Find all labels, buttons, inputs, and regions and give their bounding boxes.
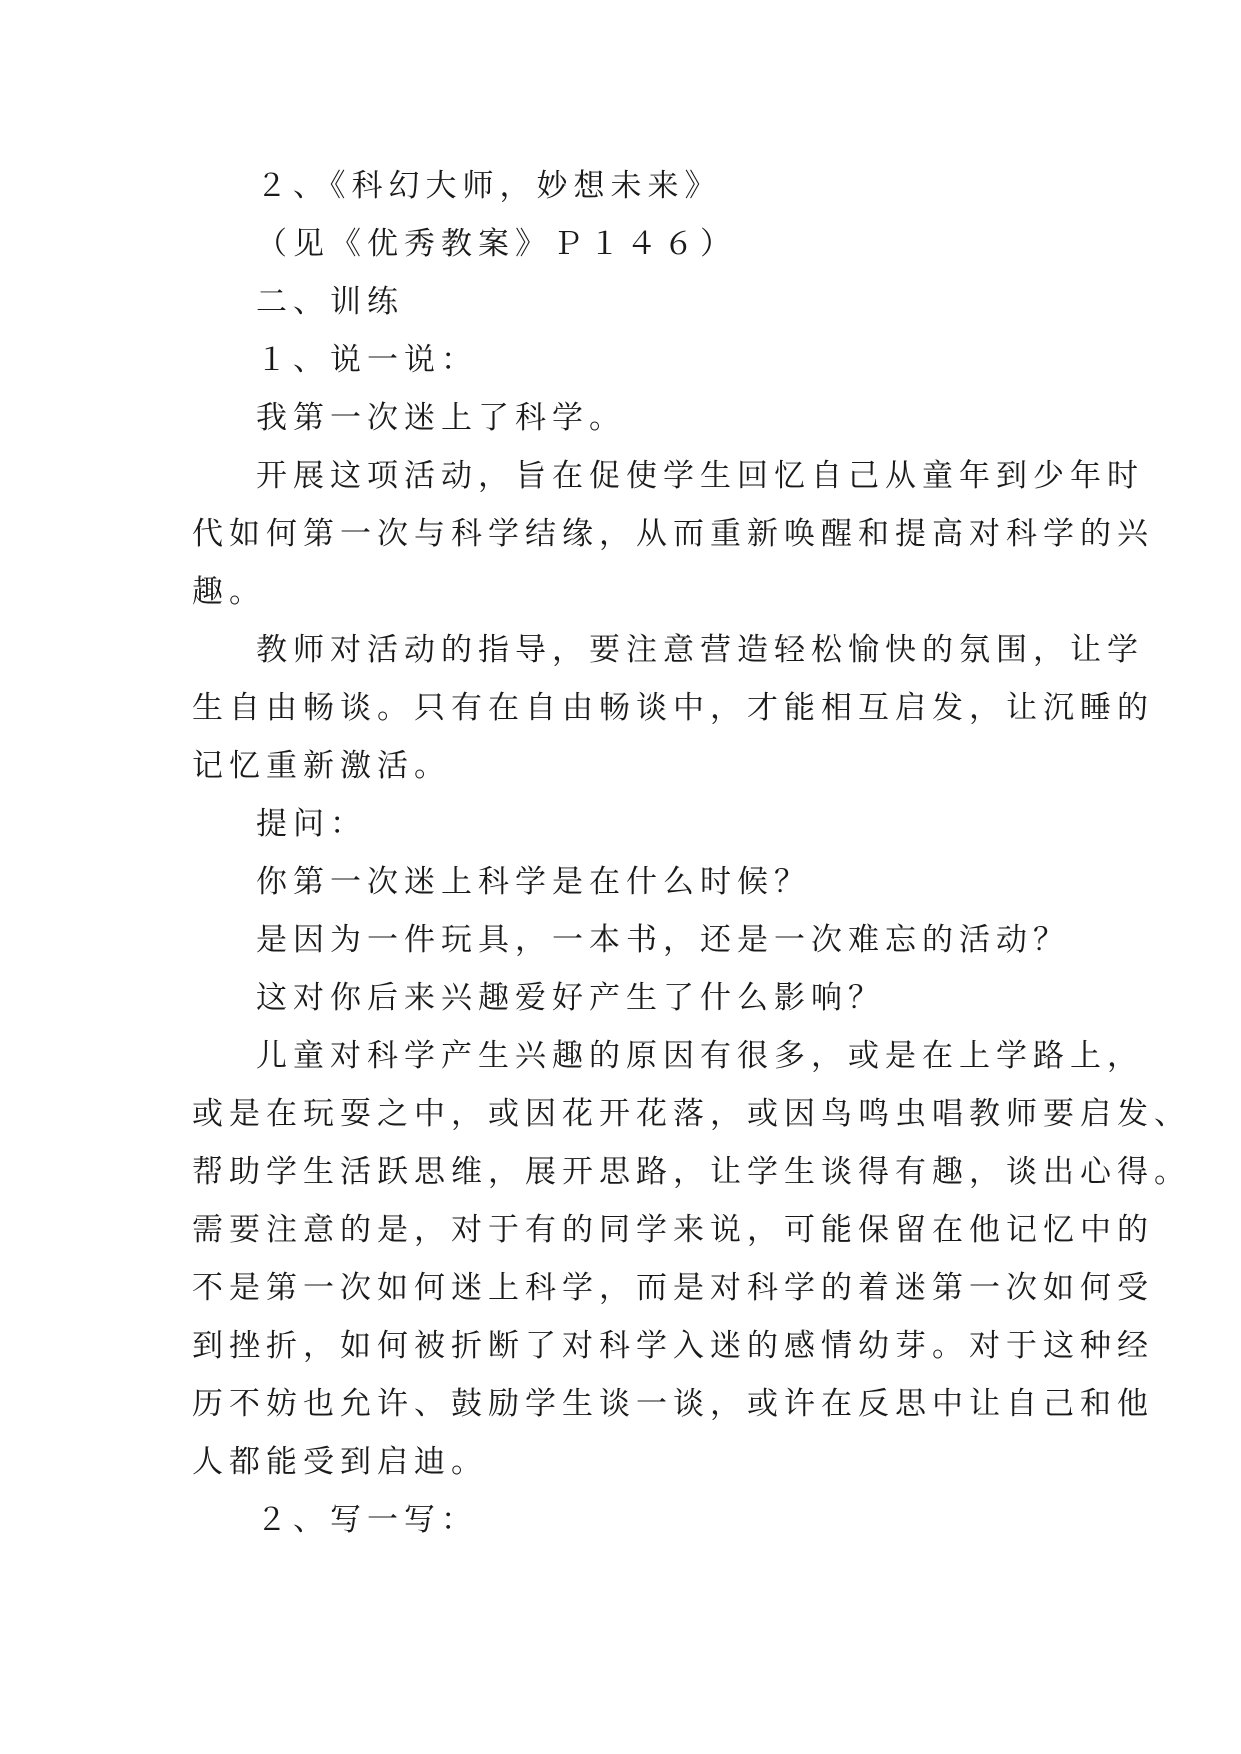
paragraph-line: 趣。: [192, 574, 266, 610]
paragraph-line: 到挫折，如何被折断了对科学入迷的感情幼芽。对于这种经: [192, 1328, 1154, 1364]
paragraph-line: 帮助学生活跃思维，展开思路，让学生谈得有趣，谈出心得。: [192, 1154, 1191, 1190]
paragraph-line: 提问：: [256, 806, 367, 842]
paragraph-line: 代如何第一次与科学结缘，从而重新唤醒和提高对科学的兴: [192, 516, 1154, 552]
paragraph-line: 人都能受到启迪。: [192, 1444, 488, 1480]
paragraph-line: 不是第一次如何迷上科学，而是对科学的着迷第一次如何受: [192, 1270, 1154, 1306]
paragraph-line: 我第一次迷上了科学。: [256, 400, 626, 436]
reference-note: （见《优秀教案》Ｐ１４６）: [256, 226, 737, 262]
paragraph-line: 历不妨也允许、鼓励学生谈一谈，或许在反思中让自己和他: [192, 1386, 1154, 1422]
subsection-heading: ２、写一写：: [256, 1502, 478, 1538]
question-line: 这对你后来兴趣爱好产生了什么影响？: [256, 980, 885, 1016]
paragraph-line: 儿童对科学产生兴趣的原因有很多，或是在上学路上，: [256, 1038, 1144, 1074]
paragraph-line: 需要注意的是，对于有的同学来说，可能保留在他记忆中的: [192, 1212, 1154, 1248]
question-line: 你第一次迷上科学是在什么时候？: [256, 864, 811, 900]
paragraph-line: 或是在玩耍之中，或因花开花落，或因鸟鸣虫唱教师要启发、: [192, 1096, 1191, 1132]
subsection-heading: １、说一说：: [256, 342, 478, 378]
paragraph-line: 教师对活动的指导，要注意营造轻松愉快的氛围，让学: [256, 632, 1144, 668]
paragraph-line: 开展这项活动，旨在促使学生回忆自己从童年到少年时: [256, 458, 1144, 494]
question-line: 是因为一件玩具，一本书，还是一次难忘的活动？: [256, 922, 1070, 958]
paragraph-line: 生自由畅谈。只有在自由畅谈中，才能相互启发，让沉睡的: [192, 690, 1154, 726]
section-heading: 二、训练: [256, 284, 404, 320]
paragraph-line: 记忆重新激活。: [192, 748, 451, 784]
section-heading: ２、《科幻大师，妙想未来》: [256, 168, 722, 204]
